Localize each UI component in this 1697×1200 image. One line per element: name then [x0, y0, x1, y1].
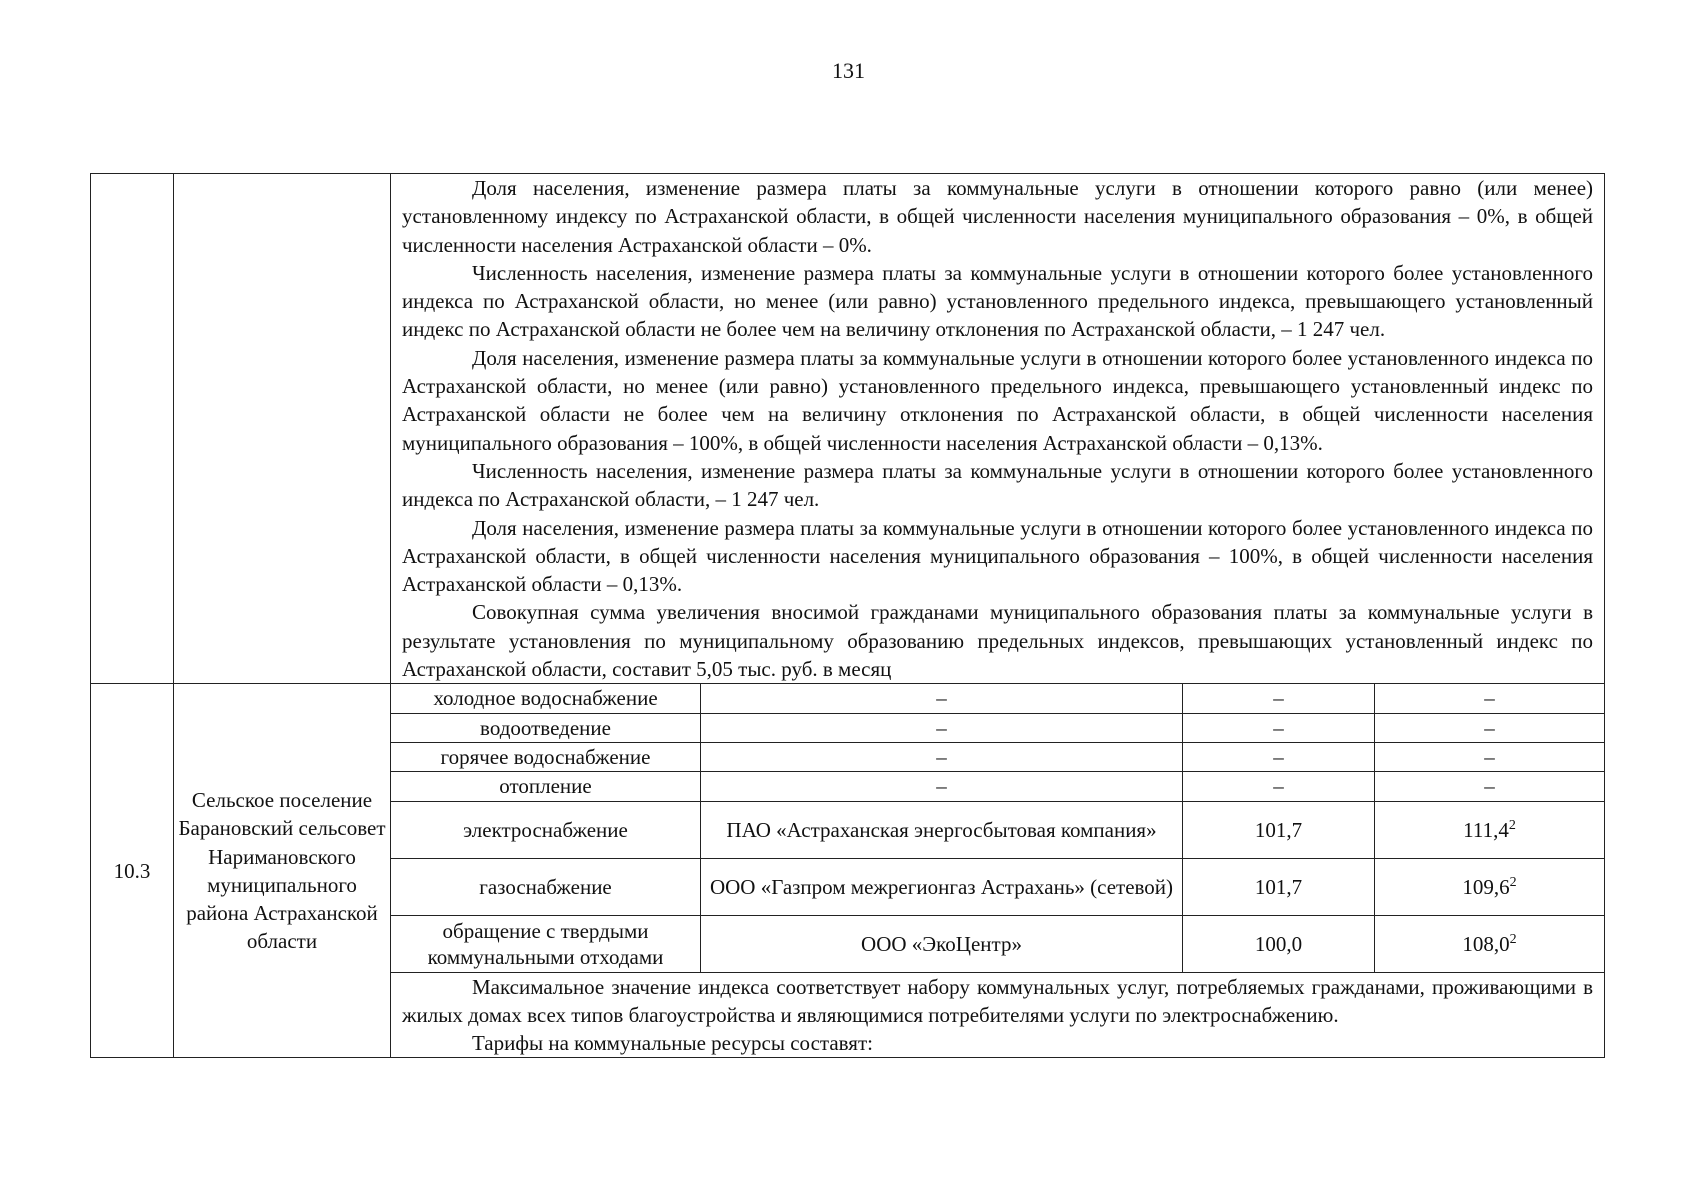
max-index-cell: [1375, 801, 1605, 858]
service-name: электроснабжение: [391, 801, 701, 858]
provider-name: –: [701, 742, 1183, 771]
name-cell-empty: [174, 174, 391, 684]
index-value: –: [1183, 684, 1375, 713]
index-value: 101,7: [1183, 858, 1375, 915]
note-paragraph: Тарифы на коммунальные ресурсы составят:: [472, 1031, 873, 1056]
index-value: –: [1183, 772, 1375, 801]
provider-name: ООО «Газпром межрегионгаз Астрахань» (сетевой): [701, 858, 1183, 915]
page-number: 131: [832, 58, 865, 83]
service-name: отопление: [391, 772, 701, 801]
provider-name: –: [701, 684, 1183, 713]
municipality-name-text: Сельское поселение Барановский сельсовет Наримановского муниципального района Астраханской области: [178, 787, 386, 954]
summary-paragraph: Доля населения, изменение размера платы за коммунальные услуги в отношении которого более установленного индекса по Астраханской области, в общей численности населения муниципального образования – 100%, в общей численности населения Астраханской области – 0,13%.: [402, 515, 1594, 597]
index-value: 100,0: [1183, 915, 1375, 972]
section-number: 10.3: [91, 684, 174, 1058]
provider-name: –: [701, 713, 1183, 742]
max-index-cell: [1375, 858, 1605, 915]
index-value: 101,7: [1183, 801, 1375, 858]
service-name: водоотведение: [391, 713, 701, 742]
service-name: холодное водоснабжение: [391, 684, 701, 713]
provider-name: –: [701, 772, 1183, 801]
max-index-value: 109,6: [1462, 874, 1510, 899]
index-value: –: [1183, 742, 1375, 771]
max-index-value: –: [1375, 684, 1605, 713]
summary-paragraph: Доля населения, изменение размера платы за коммунальные услуги в отношении которого равно (или менее) установленному индексу по Астраханской области, в общей численности населения муниципального образования – 0%, в общей численности населения Астраханской области – 0%.: [402, 176, 1594, 257]
summary-paragraph: Совокупная сумма увеличения вносимой гражданами муниципального образования платы за коммунальные услуги в результате установления по муниципальному образованию предельных индексов, превышающих установленный индекс по Астраханской области, составит 5,05 тыс. руб. в месяц: [402, 600, 1594, 682]
population-summary-cell: [391, 174, 1605, 684]
max-index-cell: [1375, 915, 1605, 972]
service-name: горячее водоснабжение: [391, 742, 701, 771]
max-index-value: –: [1375, 742, 1605, 771]
summary-paragraph: Численность населения, изменение размера платы за коммунальные услуги в отношении которого более установленного индекса по Астраханской области, но менее (или равно) установленного предельного индекса, превышающего установленный индекс по Астраханской области не более чем на величину отклонения по Астраханской области, – 1 247 чел.: [402, 260, 1594, 342]
municipality-name: [174, 684, 391, 1058]
notes-cell: [391, 972, 1605, 1058]
municipal-tariff-table: [90, 173, 1605, 1058]
number-cell-empty: [91, 174, 174, 684]
service-name: обращение с твердыми коммунальными отходами: [391, 915, 701, 972]
summary-paragraph: Доля населения, изменение размера платы за коммунальные услуги в отношении которого более установленного индекса по Астраханской области, но менее (или равно) установленного предельного индекса, превышающего установленный индекс по Астраханской области не более чем на величину отклонения по Астраханской области, в общей численности населения муниципального образования – 100%, в общей численности населения Астраханской области – 0,13%.: [402, 345, 1594, 455]
footnote-marker: 2: [1508, 817, 1516, 833]
max-index-value: 111,4: [1463, 817, 1509, 842]
provider-name: ООО «ЭкоЦентр»: [701, 915, 1183, 972]
footnote-marker: 2: [1509, 931, 1517, 947]
max-index-value: –: [1375, 772, 1605, 801]
summary-paragraph: Численность населения, изменение размера платы за коммунальные услуги в отношении которого более установленного индекса по Астраханской области, – 1 247 чел.: [402, 458, 1594, 512]
footnote-marker: 2: [1509, 874, 1517, 890]
continuation-row: [91, 174, 1605, 684]
service-name: газоснабжение: [391, 858, 701, 915]
table-row: [91, 684, 1605, 713]
provider-name: ПАО «Астраханская энергосбытовая компания»: [701, 801, 1183, 858]
max-index-value: –: [1375, 713, 1605, 742]
note-paragraph: Максимальное значение индекса соответствует набору коммунальных услуг, потребляемых гражданами, проживающими в жилых домах всех типов благоустройства и являющимися потребителями услуги по электроснабжению.: [402, 974, 1594, 1027]
index-value: –: [1183, 713, 1375, 742]
max-index-value: 108,0: [1462, 931, 1510, 956]
